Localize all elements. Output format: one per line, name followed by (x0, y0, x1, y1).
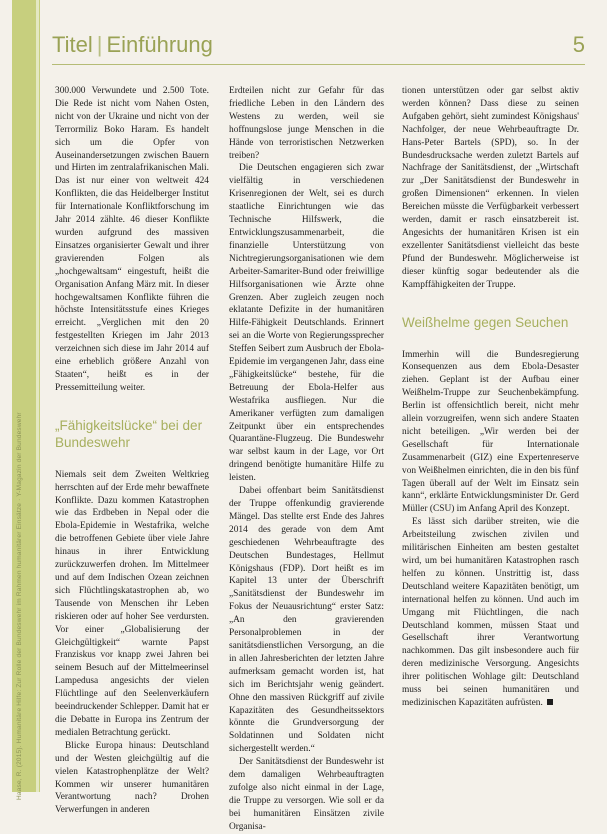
column-3 (402, 85, 579, 710)
column-1 (55, 85, 209, 817)
page-header (52, 28, 585, 65)
paragraph: Dabei offenbart beim Sanitätsdienst der Truppe offenkundig gravierende Mängel. Das stellte erst Ende des Jahres 2014 des gerade von dem Amt geschiedenen Wehrbeauftragte des Deutschen Bundestages, Hellmut Königshaus (FDP). Dort heißt es im Kapitel 13 unter der Überschrift „Sanitätsdienst der Bundeswehr im Fokus der Neuausrichtung“ erster Satz: „An den gravierenden Personalproblemen in der sanitätsdienstlichen Versorgung, an die in allen Jahresberichten der letzten Jahre aufmerksam gemacht worden ist, hat sich im Berichtsjahr wenig geändert. Ohne den massiven Rückgriff auf zivile Kapazitäten des Gesundheitssektors könnte die Grundversorgung der Soldatinnen und Soldaten nicht sichergestellt werden.“ (229, 486, 384, 755)
subsection-label: Einführung (106, 32, 213, 57)
paragraph: Immerhin will die Bundesregierung Konsequenzen aus dem Ebola-Desaster ziehen. Geplant ist der Aufbau einer Weißhelm-Truppe zur Seuchenbekämpfung. Berlin ist offensichtlich bereit, nicht mehr allein vorzugreifen, wenn sich andere Staaten nicht beteiligen. „Wir werden bei der Gesellschaft für Internationale Zusammenarbeit (GIZ) eine Expertenreserve von Weißhelmen einrichten, die in den bis fünf Tagen überall auf der Welt im Einsatz sein kann“, erklärte Entwicklungsminister Dr. Gerd Müller (CSU) im Anfang April des Konzept. (402, 349, 579, 515)
section-title (52, 32, 213, 58)
section-label: Titel (52, 32, 93, 57)
paragraph: Blicke Europa hinaus: Deutschland und der Westen gleichgültig auf die vielen Katastrophenplätze der Welt? Kommen wir unserer humanitären Verantwortung nach? Drohen Verwerfungen in anderen (55, 740, 209, 816)
end-of-article-icon (547, 699, 553, 705)
left-bar-stripe (36, 0, 39, 792)
paragraph: Die Deutschen engagieren sich zwar vielfältig in verschiedenen Krisenregionen der Welt, sei es durch staatliche Einrichtungen wie das Technische Hilfswerk, die Entwicklungszusammenarbeit, die finanzielle Unterstützung von Nichtregierungsorganisationen wie dem Arbeiter-Samariter-Bund oder freiwillige Hilfsorganisationen wie Ärzte ohne Grenzen. Aber zugleich zeugen noch eklatante Defizite in der humanitären Hilfe-Fähigkeit Deutschlands. Erinnert sei an die Worte von Regierungssprecher Steffen Seibert zum Ausbruch der Ebola-Epidemie im vergangenen Jahr, dass eine „Fähigkeitslücke“ bestehe, für die Betreuung der Ebola-Helfer aus Westafrika ausfliegen. Nur die Amerikaner verfügten zum damaligen Zeitpunkt über ein entsprechendes Quarantäne-Flugzeug. Die Bundeswehr war selbst kaum in der Lage, vor Ort dringend benötigte humanitäre Hilfe zu leisten. (229, 163, 384, 484)
paragraph-final (402, 516, 579, 710)
header-separator: | (96, 32, 103, 57)
column-2 (229, 85, 384, 834)
paragraph: Erdteilen nicht zur Gefahr für das friedliche Leben in den Ländern des Westens zu werden, weil sie hoffnungslose junge Menschen in die Hände von terroristischen Netzwerken treiben? (229, 86, 384, 161)
paragraph-text: Es lässt sich darüber streiten, wie die Arbeitsteilung zwischen zivilen und militärischen Einheiten am besten gestaltet wird, um bei humanitären Katastrophen rasch helfen zu können. Unstrittig ist, dass Deutschland weitere Kapazitäten benötigt, um international helfen zu können. Und auch im Umgang mit Flüchtlingen, die nach Deutschland kommen, müssen Staat und Gesellschaft ihrer Verantwortung nachkommen. Das gilt insbesondere auch für deren medizinische Versorgung. Angesichts ihrer politischen Wohlage gilt: Deutschland muss bei seinen humanitären und medizinischen Kapazitäten aufrüsten. (402, 517, 579, 708)
paragraph: tionen unterstützen oder gar selbst aktiv werden können? Dass diese zu seinen Aufgaben gehört, sieht zumindest Königshaus' Nachfolger, der neue Wehrbeauftragte Dr. Hans-Peter Bartels (SPD), so. In der Bundesdrucksache werden zuletzt Bartels auf Nachfrage der Sanitätsdienst, der „Wirtschaft zur „Der Sanitätsdienst der Bundeswehr in großen Dimensionen“ erkennen. In vielen Bereichen müsste die Verfügbarkeit verbessert werden, damit er rasch einsatzbereit ist. Angesichts der humanitären Krisen ist ein exzellenter Sanitätsdienst vielleicht das beste Pfund der Bundeswehr. Möglicherweise ist dieser künftig sogar bedeutender als die Kampffähigkeiten der Truppe. (402, 86, 579, 290)
paragraph: 300.000 Verwundete und 2.500 Tote. Die Rede ist nicht vom Nahen Osten, nicht von der Ukraine und nicht von der Terrormiliz Boko Haram. Es handelt sich um die Opfer von Auseinandersetzungen zwischen Bauern und Hirten im zentralafrikanischen Mali. Das ist nur einer von weltweit 424 Konflikten, die das Heidelberger Institut für Internationale Konfliktforschung im Jahr 2014 zählte. 46 dieser Konflikte wurden aufgrund des massiven Einsatzes organisierter Gewalt und ihrer gravierenden Folgen als „hochgewaltsam“ eingestuft, heißt die Organisation Anfang März mit. In dieser hochgewaltsamen Konflikte führen die höchste Intensitätsstufe eines Krieges erreicht. „Verglichen mit den 20 festgestellten Kriegen im Jahr 2013 verzeichnen sich diese im Jahr 2014 auf eine erheblich größere Anzahl von Staaten“, heißt es in der Pressemitteilung weiter. (55, 86, 209, 393)
paragraph: Der Sanitätsdienst der Bundeswehr ist dem damaligen Wehrbeauftragten zufolge also nicht einmal in der Lage, die Truppe zu versorgen. Wie soll er da bei humanitären Einsätzen zivile Organisa- (229, 757, 384, 832)
side-caption: Haase, R. (2015). Humanitäre Hilfe: Zur Rolle der Bundeswehr im Rahmen humanitärer Einsätze · Y-Magazin der Bundeswehr (16, 412, 23, 800)
page-number: 5 (572, 32, 585, 57)
subheading: „Fähigkeitslücke“ bei der Bundeswehr (55, 417, 203, 450)
subheading: Weißhelme gegen Seuchen (402, 314, 569, 330)
paragraph: Niemals seit dem Zweiten Weltkrieg herrschten auf der Erde mehr bewaffnete Konflikte. Dazu kommen Katastrophen wie das Erdbeben in Nepal oder die Ebola-Epidemie in Westafrika, welche die betroffenen Gebiete über viele Jahre hinaus in ihrer Entwicklung zurückzuwerfen drohen. Im Mittelmeer und auf dem Indischen Ozean zeichnen sich Flüchtlingskatastrophen ab, wo Tausende von Menschen ihr Leben riskieren oder auf hoher See verdursten. Vor einer „Globalisierung der Gleichgültigkeit“ warnte Papst Franziskus vor knapp zwei Jahren bei seinem Besuch auf der Mittelmeerinsel Lampedusa angesichts der vielen Flüchtlinge auf den Seelenverkäufern beeindruckender Schlepper. Damit hat er die Debatte in Europa ins Zentrum der medialen Betrachtung gerückt. (55, 469, 209, 738)
